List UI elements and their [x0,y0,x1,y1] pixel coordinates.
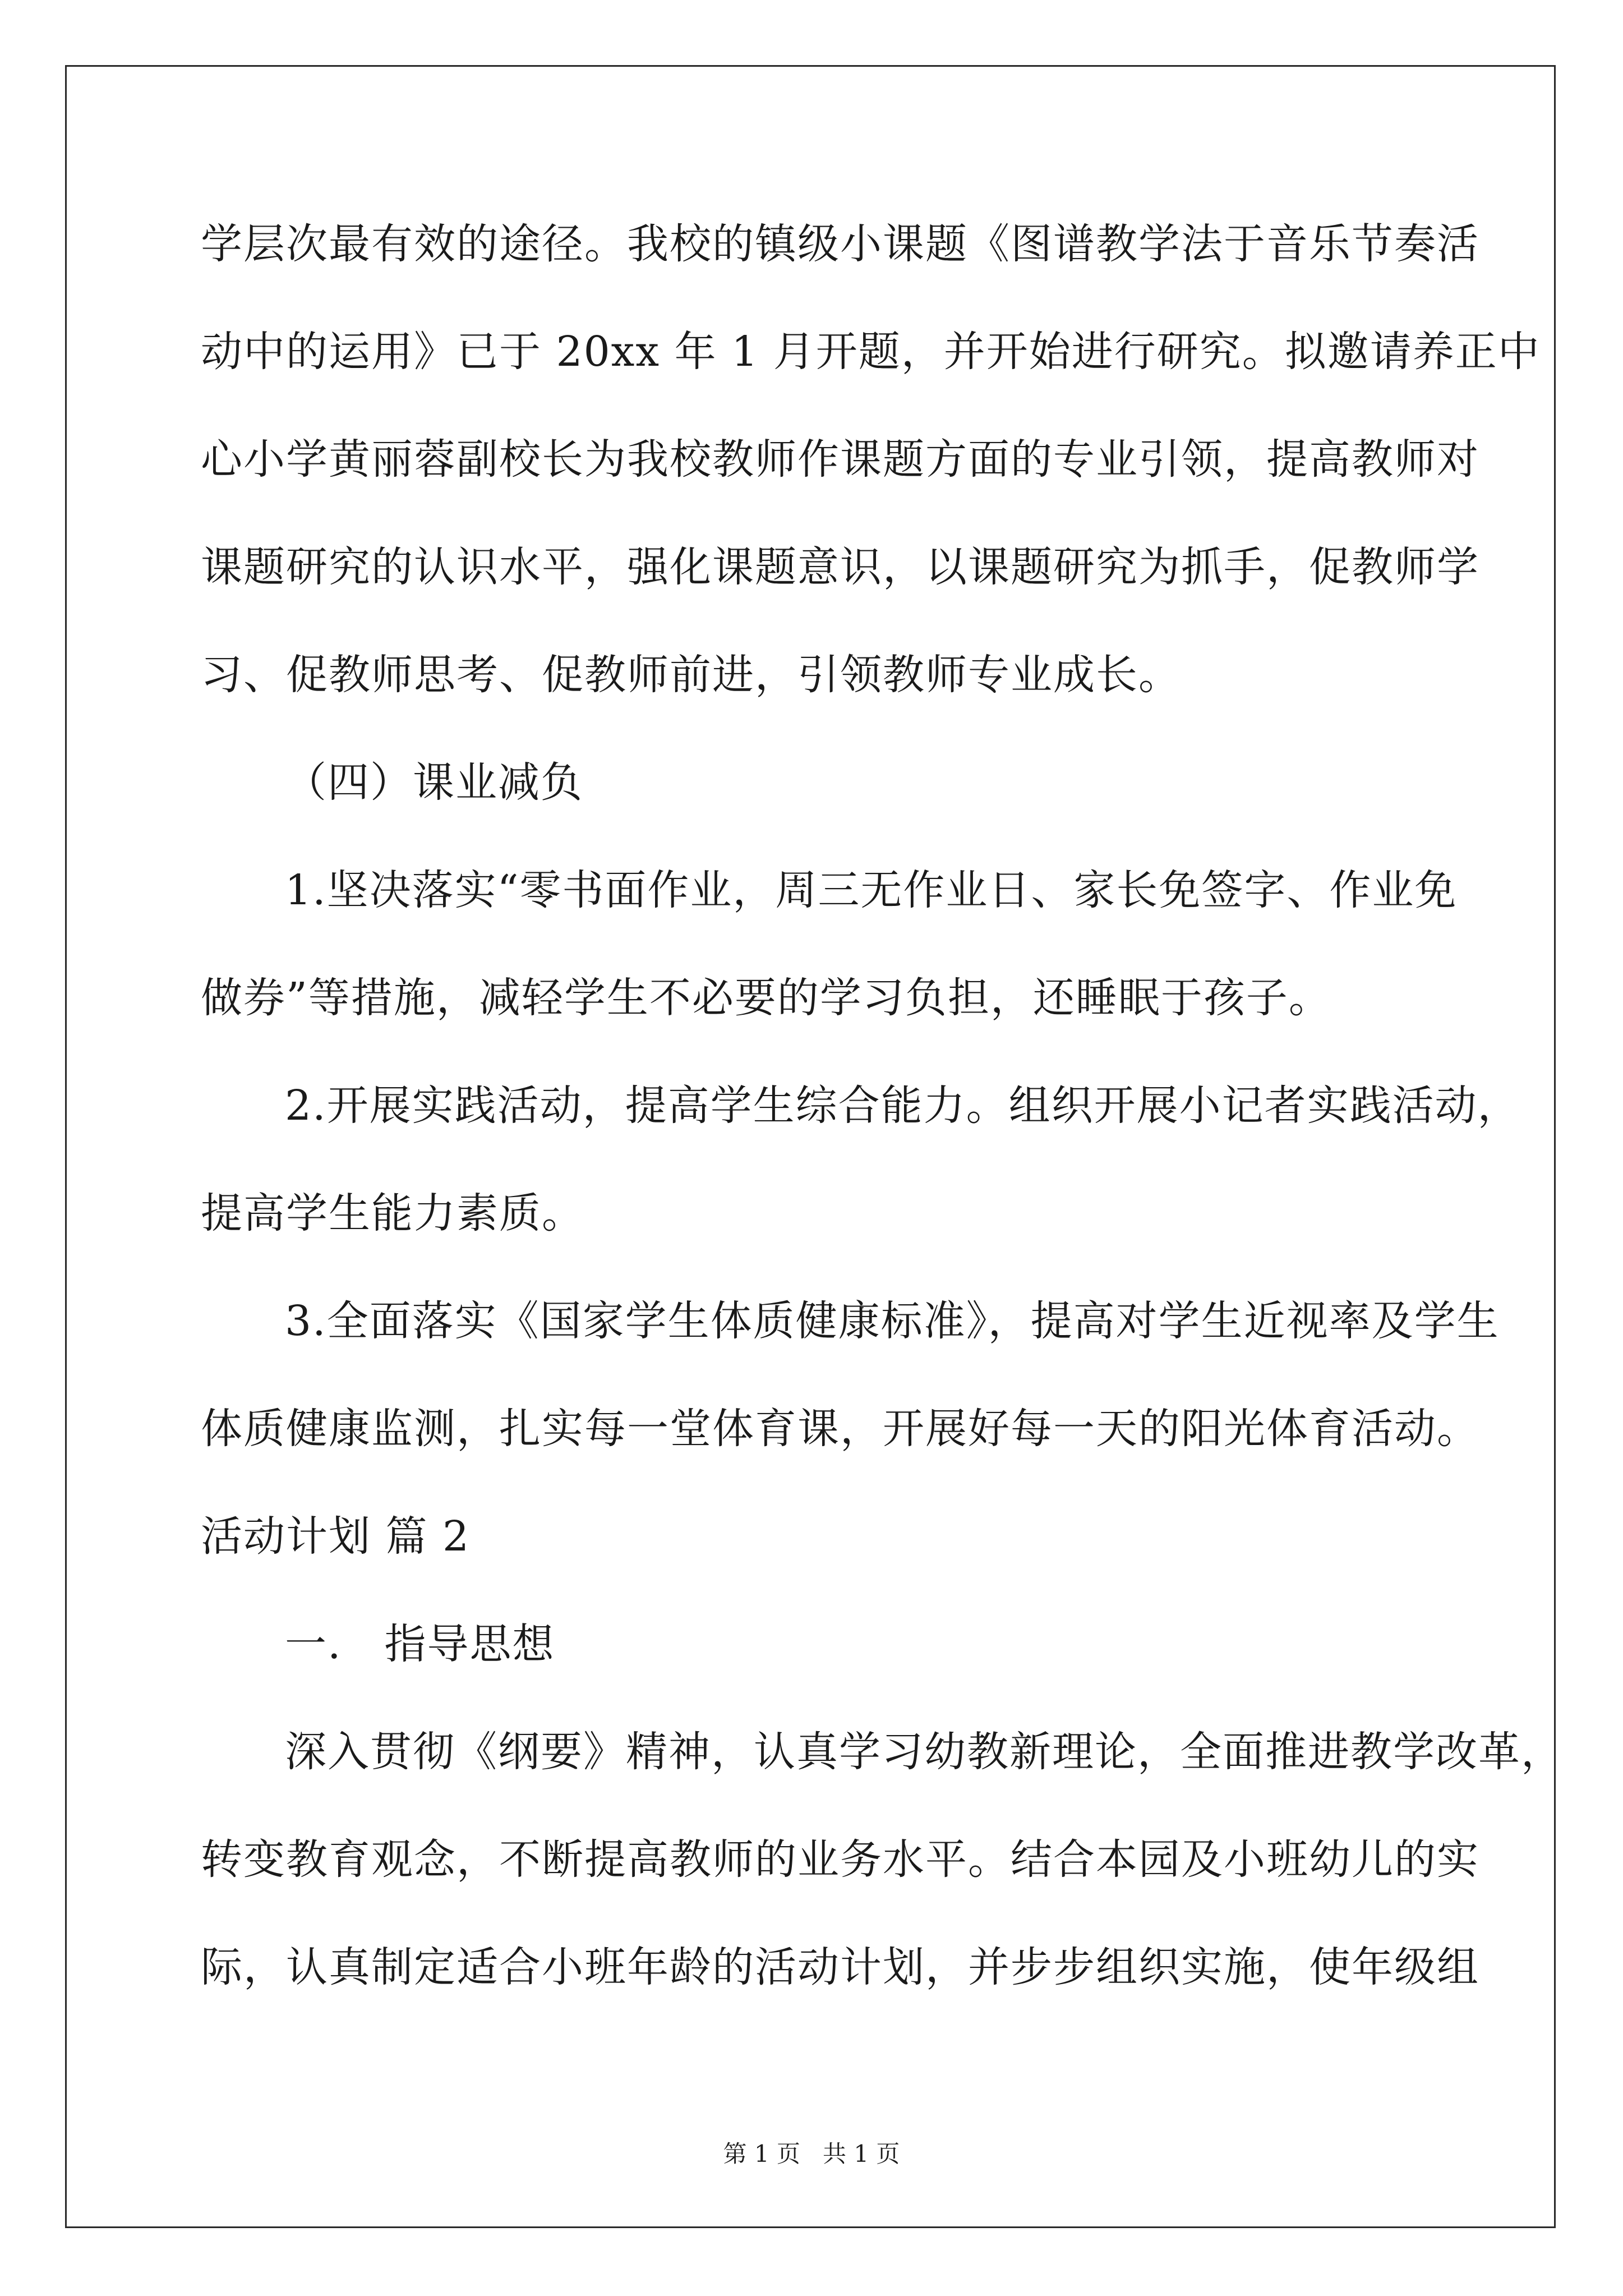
text-line: 心小学黄丽蓉副校长为我校教师作课题方面的专业引领，提高教师对 [201,435,1479,484]
text-line: 2.开展实践活动，提高学生综合能力。组织开展小记者实践活动， [285,1082,1520,1130]
section-heading: 一. 指导思想 [285,1620,555,1668]
section-heading: （四）课业减负 [285,758,583,807]
page-footer [0,2137,1623,2171]
document-body [201,216,1564,2047]
text-line: 1.坚决落实“零书面作业，周三无作业日、家长免签字、作业免 [285,866,1458,914]
text-line: 提高学生能力素质。 [201,1189,584,1237]
text-line: 3.全面落实《国家学生体质健康标准》，提高对学生近视率及学生 [285,1297,1500,1345]
text-line: 深入贯彻《纲要》精神，认真学习幼教新理论，全面推进教学改革， [285,1728,1564,1776]
article-title: 活动计划 篇 2 [201,1512,471,1561]
text-line: 做券”等措施，减轻学生不必要的学习负担，还睡眠于孩子。 [201,974,1331,1022]
text-line: 动中的运用》已于 20xx 年 1 月开题，并开始进行研究。拟邀请养正中 [201,328,1541,376]
page-total: 共 1 页 [823,2140,900,2168]
page-number: 第 1 页 [723,2140,800,2168]
text-line: 转变教育观念，不断提高教师的业务水平。结合本园及小班幼儿的实 [201,1835,1479,1884]
text-line: 习、促教师思考、促教师前进，引领教师专业成长。 [201,651,1181,699]
text-line: 学层次最有效的途径。我校的镇级小课题《图谱教学法于音乐节奏活 [201,220,1479,268]
text-line: 际，认真制定适合小班年龄的活动计划，并步步组织实施，使年级组 [201,1943,1479,1991]
text-line: 课题研究的认识水平，强化课题意识，以课题研究为抓手，促教师学 [201,543,1479,591]
text-line: 体质健康监测，扎实每一堂体育课，开展好每一天的阳光体育活动。 [201,1405,1479,1453]
